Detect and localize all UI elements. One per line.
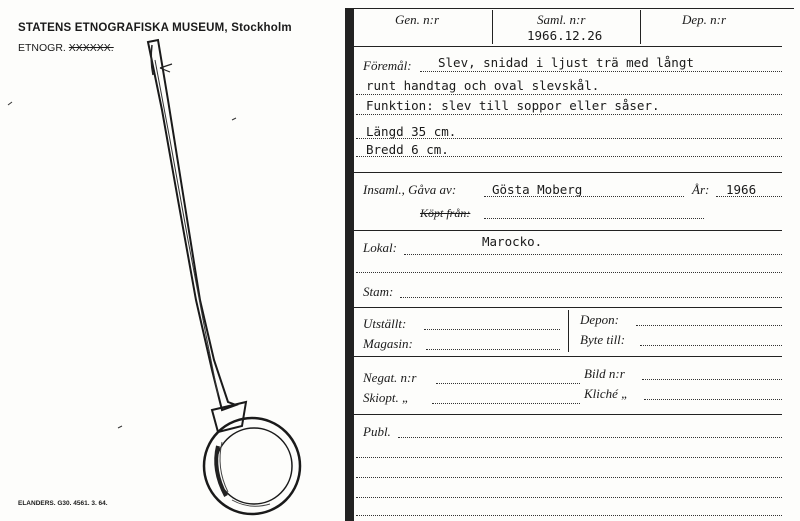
ar-value: 1966 (726, 182, 757, 197)
dotted-line (398, 437, 782, 438)
dep-nr-label: Dep. n:r (682, 12, 727, 27)
dotted-line (356, 515, 782, 516)
divider (492, 10, 493, 44)
skiopt-label: Skiopt. „ (363, 390, 410, 405)
printer-note: ELANDERS. G30. 4561. 3. 64. (18, 500, 108, 507)
kopt-label: Köpt från: (420, 206, 471, 220)
card-top-rule (354, 8, 794, 9)
dotted-line (420, 71, 782, 72)
negat-label: Negat. n:r (363, 370, 417, 385)
gen-nr-label: Gen. n:r (395, 12, 440, 27)
dotted-line (356, 457, 782, 458)
card-left-border (345, 8, 354, 521)
foremal-line-2: runt handtag och oval slevskål. (366, 78, 600, 93)
bild-label: Bild n:r (584, 366, 625, 381)
ar-label: År: (692, 182, 710, 197)
depon-label: Depon: (580, 312, 619, 327)
etnogr-struck: XXXXXX. (68, 42, 114, 54)
dotted-line (436, 383, 580, 384)
dotted-line (716, 196, 782, 197)
insaml-label: Insaml., Gåva av: (363, 182, 457, 197)
dotted-line (424, 329, 560, 330)
dotted-line (356, 114, 782, 115)
divider (640, 10, 641, 44)
foremal-line-4: Längd 35 cm. (366, 124, 457, 139)
foremal-line-3: Funktion: slev till soppor eller såser. (366, 98, 660, 113)
dotted-line (404, 254, 782, 255)
dotted-line (644, 399, 782, 400)
foremal-label: Föremål: (363, 58, 412, 73)
dotted-line (484, 196, 684, 197)
dotted-line (640, 345, 782, 346)
dotted-line (356, 94, 782, 95)
section-rule (354, 46, 782, 47)
lokal-value: Marocko. (482, 234, 543, 249)
byte-label: Byte till: (580, 332, 626, 347)
lokal-label: Lokal: (363, 240, 397, 255)
dotted-line (356, 138, 782, 139)
insaml-value: Gösta Moberg (492, 182, 583, 197)
section-rule (354, 307, 782, 308)
ladle-drawing (0, 0, 345, 521)
section-rule (354, 172, 782, 173)
dotted-line (484, 218, 704, 219)
section-rule (354, 356, 782, 357)
section-rule (354, 230, 782, 231)
publ-label: Publ. (363, 424, 391, 439)
kliche-label: Kliché „ (584, 386, 629, 401)
etnogr-label: ETNOGR. (18, 42, 66, 54)
dotted-line (426, 349, 560, 350)
magasin-label: Magasin: (363, 336, 413, 351)
dotted-line (356, 272, 782, 273)
foremal-line-5: Bredd 6 cm. (366, 142, 449, 157)
saml-nr-value: 1966.12.26 (527, 28, 603, 43)
dotted-line (356, 497, 782, 498)
stam-label: Stam: (363, 284, 394, 299)
foremal-line-1: Slev, snidad i ljust trä med långt (438, 55, 694, 70)
dotted-line (356, 156, 782, 157)
divider (568, 310, 569, 352)
dotted-line (356, 477, 782, 478)
section-rule (354, 414, 782, 415)
saml-nr-label: Saml. n:r (537, 12, 586, 27)
utstallt-label: Utställt: (363, 316, 407, 331)
dotted-line (400, 297, 782, 298)
institution-title: STATENS ETNOGRAFISKA MUSEUM, Stockholm (18, 22, 292, 34)
dotted-line (636, 325, 782, 326)
dotted-line (432, 403, 580, 404)
dotted-line (642, 379, 782, 380)
